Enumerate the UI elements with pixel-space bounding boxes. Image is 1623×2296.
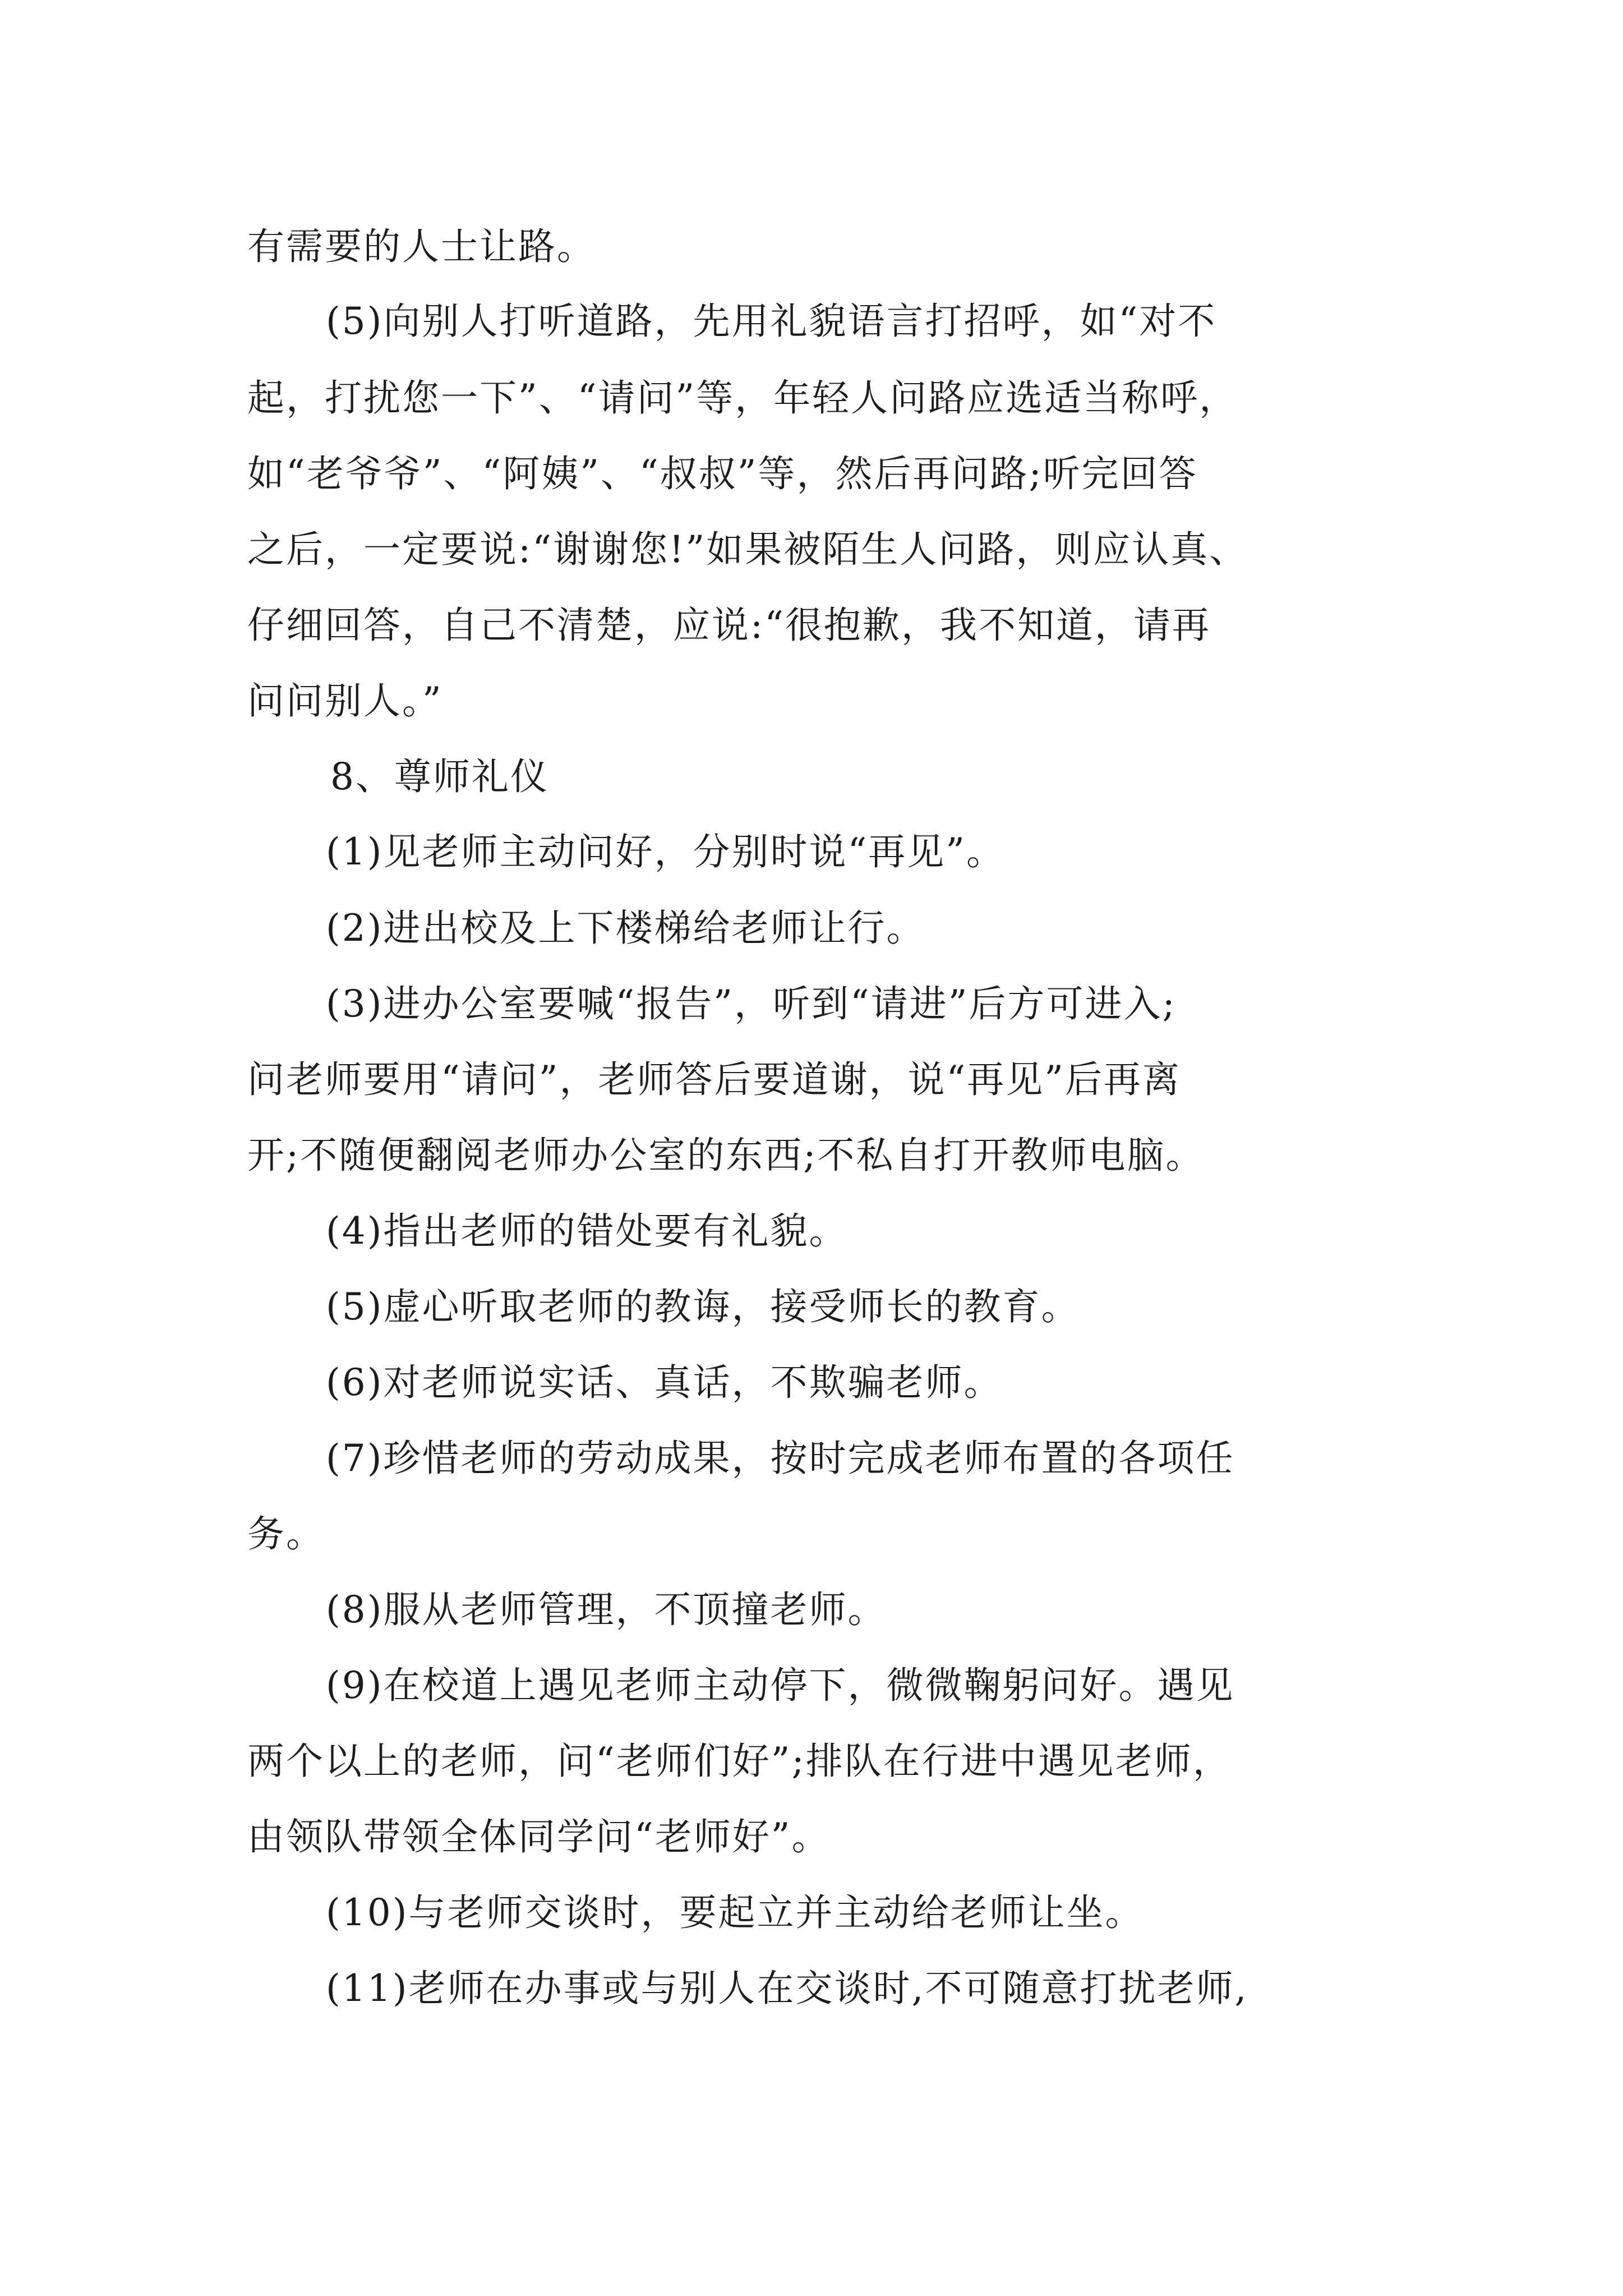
text-line: (4)指出老师的错处要有礼貌。	[326, 1209, 848, 1253]
text-line: (3)进办公室要喊“报告”，听到“请进”后方可进入;	[326, 982, 1177, 1025]
text-line: (7)珍惜老师的劳动成果，按时完成老师布置的各项任	[326, 1437, 1235, 1480]
text-line: (2)进出校及上下楼梯给老师让行。	[326, 907, 925, 950]
text-line: (1)见老师主动问好，分别时说“再见”。	[326, 830, 1005, 873]
text-line: 之后，一定要说:“谢谢您!”如果被陌生人问路，则应认真、	[247, 528, 1248, 571]
text-line: (8)服从老师管理，不顶撞老师。	[326, 1588, 887, 1631]
text-line: (5)虚心听取老师的教诲，接受师长的教育。	[326, 1285, 1080, 1328]
text-line: 仔细回答，自己不清楚，应说:“很抱歉，我不知道，请再	[247, 604, 1211, 647]
text-line: (11)老师在办事或与别人在交谈时,不可随意打扰老师,	[326, 1967, 1248, 2010]
text-line: (6)对老师说实话、真话，不欺骗老师。	[326, 1361, 1003, 1404]
text-line: 问问别人。”	[247, 679, 443, 723]
section-heading: 8、尊师礼仪	[330, 755, 549, 798]
text-line: 两个以上的老师，问“老师们好”;排队在行进中遇见老师，	[247, 1740, 1232, 1783]
text-line: 开;不随便翻阅老师办公室的东西;不私自打开教师电脑。	[247, 1134, 1205, 1177]
text-line: 务。	[247, 1512, 325, 1556]
text-line: 如“老爷爷”、“阿姨”、“叔叔”等，然后再问路;听完回答	[247, 452, 1198, 495]
text-line: 有需要的人士让路。	[247, 225, 596, 268]
text-line: (5)向别人打听道路，先用礼貌语言打招呼，如“对不	[326, 300, 1217, 343]
text-line: 由领队带领全体同学问“老师好”。	[247, 1815, 831, 1858]
text-line: 起，打扰您一下”、“请问”等，年轻人问路应选适当称呼，	[247, 376, 1238, 420]
text-line: (9)在校道上遇见老师主动停下，微微鞠躬问好。遇见	[326, 1664, 1235, 1707]
text-line: 问老师要用“请问”，老师答后要道谢，说“再见”后再离	[247, 1058, 1181, 1101]
text-line: (10)与老师交谈时，要起立并主动给老师让坐。	[326, 1891, 1144, 1934]
